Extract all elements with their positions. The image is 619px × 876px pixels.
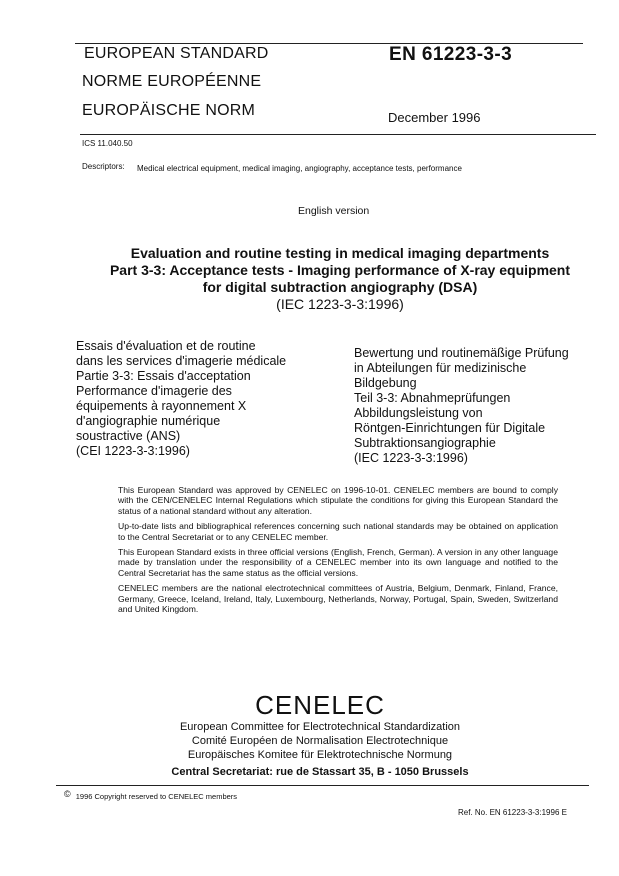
org-fr: Comité Européen de Normalisation Electrotechnique [191,735,449,747]
central-secretariat: Central Secretariat: rue de Stassart 35, B - 1050 Brussels [171,766,469,778]
german-title-column [354,346,594,466]
german-line: (IEC 1223-3-3:1996) [354,451,468,465]
german-line: Abbildungsleistung von [354,406,483,420]
german-line: Subtraktionsangiographie [354,436,496,450]
copyright-symbol: © [64,789,71,799]
org-en: European Committee for Electrotechnical Standardization [179,721,461,733]
title-line-3: for digital subtraction angiography (DSA) [202,279,478,295]
title-en: EUROPEAN STANDARD [84,45,269,62]
ics-code: ICS 11.040.50 [82,139,133,148]
german-line: Teil 3-3: Abnahmeprüfungen [354,391,511,405]
paragraph-approval: This European Standard was approved by CENELEC on 1996-10-01. CENELEC members are bound to comply with the CEN/CENELEC Internal Regulations which stipulate the conditions for giving this European Standard the status of a national standard without any alteration. [118,485,558,516]
paragraph-lists: Up-to-date lists and bibliographical references concerning such national standards may be obtained on application to the Central Secretariat or to any CENELEC member. [118,521,558,542]
title-de: EUROPÄISCHE NORM [82,102,255,119]
descriptors-label: Descriptors: [82,162,125,171]
reference-number: Ref. No. EN 61223-3-3:1996 E [458,808,567,817]
descriptors-text: Medical electrical equipment, medical imaging, angiography, acceptance tests, performance [137,164,462,173]
standard-number: EN 61223-3-3 [389,44,513,65]
german-line: Bewertung und routinemäßige Prüfung [354,346,569,360]
cenelec-org-block [150,720,490,762]
paragraph-members: CENELEC members are the national electrotechnical committees of Austria, Belgium, Denmark, Finland, France, Germany, Greece, Iceland, Ireland, Italy, Luxembourg, Netherlands, Norway, Portugal, Spain, Sweden, Switzerland and United Kingdom. [118,583,558,615]
french-line: (CEI 1223-3-3:1996) [76,444,190,458]
title-line-2: Part 3-3: Acceptance tests - Imaging performance of X-ray equipment [109,262,571,278]
french-line: équipements à rayonnement X [76,399,247,413]
paragraph-versions: This European Standard exists in three official versions (English, French, German). A version in any other language made by translation under the responsibility of a CENELEC member into its own language and notified to the Central Secretariat has the same status as the official versions. [118,547,558,578]
french-title-column [76,339,326,459]
approval-notes [118,485,558,614]
version-label: English version [298,205,370,217]
cenelec-name: CENELEC [255,690,385,720]
french-line: Essais d'évaluation et de routine [76,339,256,353]
document-title [70,245,610,313]
german-line: Röntgen-Einrichtungen für Digitale [354,421,546,435]
title-fr: NORME EUROPÉENNE [82,73,262,90]
copyright-line [64,789,237,801]
org-de: Europäisches Komitee für Elektrotechnische Normung [187,749,453,761]
title-line-1: Evaluation and routine testing in medical imaging departments [130,245,550,261]
french-line: Performance d'imagerie des [76,384,232,398]
french-line: d'angiographie numérique [76,414,221,428]
french-line: soustractive (ANS) [76,429,181,443]
footer-rule [56,785,589,786]
copyright-text: 1996 Copyright reserved to CENELEC members [75,792,238,801]
header-bottom-rule [80,134,596,135]
german-line: in Abteilungen für medizinische [354,361,527,375]
french-line: Partie 3-3: Essais d'acceptation [76,369,251,383]
german-line: Bildgebung [354,376,417,390]
title-ref: (IEC 1223-3-3:1996) [276,296,404,312]
publication-date: December 1996 [388,110,481,125]
french-line: dans les services d'imagerie médicale [76,354,287,368]
